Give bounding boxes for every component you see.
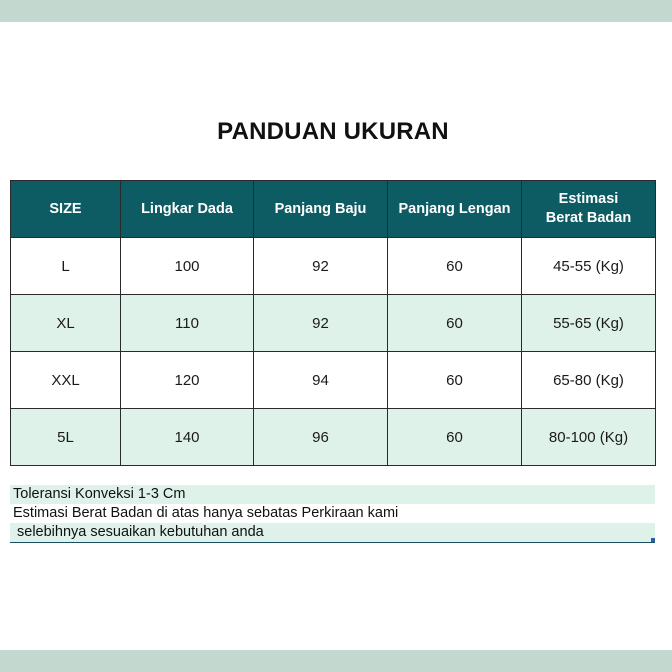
cell-lingkar-dada: 110 bbox=[121, 295, 254, 352]
notes-block bbox=[10, 485, 655, 543]
header-size: SIZE bbox=[11, 181, 121, 238]
header-row bbox=[11, 181, 656, 238]
cell-lingkar-dada: 120 bbox=[121, 352, 254, 409]
cell-berat-badan: 80-100 (Kg) bbox=[522, 409, 656, 466]
cell-panjang-lengan: 60 bbox=[388, 238, 522, 295]
cell-lingkar-dada: 100 bbox=[121, 238, 254, 295]
cell-panjang-lengan: 60 bbox=[388, 295, 522, 352]
header-lingkar-dada: Lingkar Dada bbox=[121, 181, 254, 238]
table-row bbox=[11, 238, 656, 295]
cell-size: XXL bbox=[11, 352, 121, 409]
bottom-band bbox=[0, 650, 672, 672]
table-row bbox=[11, 295, 656, 352]
cell-panjang-lengan: 60 bbox=[388, 409, 522, 466]
note-adjust-text: selebihnya sesuaikan kebutuhan anda bbox=[17, 524, 264, 540]
header-panjang-lengan: Panjang Lengan bbox=[388, 181, 522, 238]
cell-size: 5L bbox=[11, 409, 121, 466]
table-row bbox=[11, 352, 656, 409]
cell-lingkar-dada: 140 bbox=[121, 409, 254, 466]
header-estimasi-berat-badan: Estimasi Berat Badan bbox=[522, 181, 656, 238]
note-adjust bbox=[10, 523, 655, 543]
page-title: PANDUAN UKURAN bbox=[217, 118, 449, 145]
cell-panjang-lengan: 60 bbox=[388, 352, 522, 409]
cell-berat-badan: 65-80 (Kg) bbox=[522, 352, 656, 409]
note-tolerance: Toleransi Konveksi 1-3 Cm bbox=[10, 485, 655, 504]
note-estimate: Estimasi Berat Badan di atas hanya sebatas Perkiraan kami bbox=[10, 504, 655, 523]
cell-size: XL bbox=[11, 295, 121, 352]
header-panjang-baju: Panjang Baju bbox=[254, 181, 388, 238]
top-band bbox=[0, 0, 672, 22]
cell-panjang-baju: 92 bbox=[254, 295, 388, 352]
cell-corner-marker bbox=[651, 538, 655, 542]
size-chart-table bbox=[10, 180, 656, 466]
cell-size: L bbox=[11, 238, 121, 295]
cell-panjang-baju: 96 bbox=[254, 409, 388, 466]
table-row bbox=[11, 409, 656, 466]
cell-panjang-baju: 92 bbox=[254, 238, 388, 295]
cell-berat-badan: 45-55 (Kg) bbox=[522, 238, 656, 295]
cell-berat-badan: 55-65 (Kg) bbox=[522, 295, 656, 352]
cell-panjang-baju: 94 bbox=[254, 352, 388, 409]
